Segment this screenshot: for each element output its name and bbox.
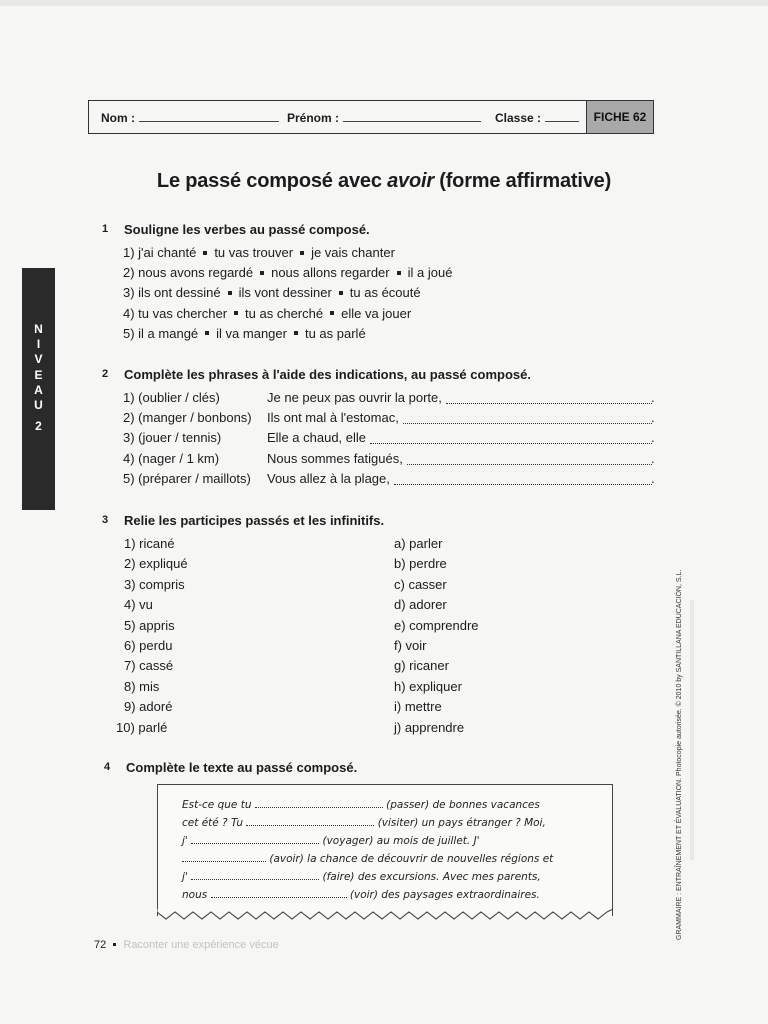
infinitive-item[interactable]: d) adorer <box>394 597 447 613</box>
title-part2: (forme affirmative) <box>433 170 612 192</box>
exercise-1-line <box>123 306 411 321</box>
text-line-1 <box>182 799 540 811</box>
infinitive-item[interactable]: c) casser <box>394 576 447 592</box>
prenom-field[interactable] <box>287 111 481 125</box>
level-letter: N <box>34 322 43 336</box>
footer-bullet <box>113 943 116 946</box>
exercise-1-number: 1 <box>102 223 109 235</box>
classe-field[interactable] <box>495 111 579 125</box>
text-5a: j' <box>182 871 188 883</box>
sentence-period: . <box>651 410 655 426</box>
blank-voir[interactable] <box>211 889 347 898</box>
exercise-1-line <box>123 245 395 260</box>
student-info-header <box>88 100 654 134</box>
verb-option[interactable]: 3) ils ont dessiné <box>123 285 221 301</box>
exercise-2-sentence: Vous allez à la plage, <box>267 470 390 486</box>
participle-item[interactable]: 5) appris <box>124 617 175 633</box>
answer-blank[interactable] <box>446 393 652 404</box>
answer-blank[interactable] <box>394 474 652 485</box>
infinitive-item[interactable]: a) parler <box>394 536 443 551</box>
verb-option[interactable]: ils vont dessiner <box>238 285 332 301</box>
title-italic: avoir <box>387 170 434 192</box>
bullet <box>203 251 207 255</box>
verb-option[interactable]: tu as écouté <box>349 285 421 301</box>
verb-option[interactable]: 5) il a mangé <box>123 325 199 341</box>
blank-visiter[interactable] <box>246 817 374 826</box>
text-5b: (faire) des excursions. Avec mes parents, <box>322 871 541 883</box>
verb-option[interactable]: elle va jouer <box>341 305 412 321</box>
answer-blank[interactable] <box>370 433 652 444</box>
verb-option[interactable]: nous allons regarder <box>271 265 390 281</box>
level-letter: I <box>36 337 41 352</box>
exercise-4-number: 4 <box>104 761 111 773</box>
prenom-line[interactable] <box>343 111 481 122</box>
page-edge <box>0 0 768 6</box>
exercise-2-number: 2 <box>102 368 109 380</box>
exercise-3-number: 3 <box>102 514 109 526</box>
blank-passer[interactable] <box>255 799 383 808</box>
verb-option[interactable]: il va manger <box>216 325 287 341</box>
exercise-4-title: Complète le texte au passé composé. <box>126 760 358 775</box>
bullet <box>294 331 298 335</box>
exercise-2-cue: 3) (jouer / tennis) <box>123 430 222 446</box>
sentence-period: . <box>651 390 655 405</box>
participle-item[interactable]: 4) vu <box>124 597 153 613</box>
bullet <box>300 251 304 255</box>
participle-item[interactable]: 2) expliqué <box>124 556 188 572</box>
text-line-6 <box>182 889 540 901</box>
bullet <box>330 311 334 315</box>
text-2a: cet été ? Tu <box>182 817 243 829</box>
bullet <box>205 331 209 335</box>
text-4b: (avoir) la chance de découvrir de nouvelles régions et <box>269 853 554 865</box>
text-2b: (visiter) un pays étranger ? Moi, <box>377 817 546 829</box>
level-letter: U <box>34 398 43 413</box>
verb-option[interactable]: je vais chanter <box>311 245 395 260</box>
level-letter: E <box>34 367 43 382</box>
exercise-2-sentence: Elle a chaud, elle <box>267 430 367 446</box>
exercise-2-cue: 5) (préparer / maillots) <box>123 470 251 486</box>
blank-faire[interactable] <box>191 871 319 880</box>
text-line-2 <box>182 817 546 829</box>
text-3b: (voyager) au mois de juillet. J' <box>322 835 480 847</box>
copyright-notice: GRAMMAIRE : ENTRAÎNEMENT ET ÉVALUATION. Photocopie autorisée. © 2010 by SANTILLANA EDUCACIÓN, S.L. <box>676 569 683 940</box>
participle-item[interactable]: 6) perdu <box>124 638 173 653</box>
level-letters <box>22 268 55 413</box>
nom-line[interactable] <box>139 111 279 122</box>
verb-option[interactable]: 4) tu vas chercher <box>123 305 228 321</box>
participle-item[interactable]: 9) adoré <box>124 699 173 715</box>
participle-item[interactable]: 7) cassé <box>124 658 174 674</box>
page-number: 72 <box>94 939 107 951</box>
exercise-2-cue: 4) (nager / 1 km) <box>123 450 220 466</box>
prenom-label: Prénom : <box>287 111 340 125</box>
torn-paper-edge <box>157 909 613 921</box>
sentence-period: . <box>651 470 655 486</box>
verb-option[interactable]: 2) nous avons regardé <box>123 265 254 281</box>
level-number: 2 <box>35 419 42 434</box>
verb-option[interactable]: tu vas trouver <box>214 245 294 260</box>
exercise-4-textbox <box>157 784 613 916</box>
infinitive-item[interactable]: h) expliquer <box>394 678 462 694</box>
nom-field[interactable] <box>101 111 279 125</box>
text-6b: (voir) des paysages extraordinaires. <box>349 889 540 901</box>
bullet <box>228 291 232 295</box>
footer-section-title: Raconter une expérience vécue <box>123 939 279 951</box>
nom-label: Nom : <box>101 111 135 125</box>
blank-voyager[interactable] <box>191 835 319 844</box>
participle-item[interactable]: 1) ricané <box>124 536 175 551</box>
infinitive-item[interactable]: f) voir <box>394 638 427 653</box>
blank-avoir[interactable] <box>182 853 266 862</box>
exercise-3-title: Relie les participes passés et les infinitifs. <box>124 513 385 528</box>
participle-item[interactable]: 10) parlé <box>116 719 168 735</box>
level-sidebar <box>22 268 55 510</box>
exercise-2-cue: 1) (oublier / clés) <box>123 390 220 405</box>
infinitive-item[interactable]: e) comprendre <box>394 617 479 633</box>
infinitive-item[interactable]: g) ricaner <box>394 658 449 674</box>
text-3a: j' <box>182 835 188 847</box>
page-title <box>0 170 768 193</box>
bullet <box>260 271 264 275</box>
bullet <box>339 291 343 295</box>
exercise-2-sentence: Je ne peux pas ouvrir la porte, <box>267 390 442 405</box>
infinitive-item[interactable]: i) mettre <box>394 699 442 715</box>
text-line-3 <box>182 835 480 847</box>
exercise-1-line <box>123 326 366 341</box>
exercise-1-title: Souligne les verbes au passé composé. <box>124 222 370 237</box>
answer-blank[interactable] <box>407 454 652 465</box>
text-line-5 <box>182 871 541 883</box>
title-part1: Le passé composé avec <box>156 170 388 192</box>
exercise-1-line <box>123 285 421 300</box>
exercise-2-title: Complète les phrases à l'aide des indications, au passé composé. <box>124 367 531 382</box>
page-footer <box>94 939 279 951</box>
text-line-4 <box>182 853 553 865</box>
participle-item[interactable]: 3) compris <box>124 576 185 592</box>
exercise-2-cue: 2) (manger / bonbons) <box>123 410 252 426</box>
infinitive-item[interactable]: j) apprendre <box>394 719 465 735</box>
text-1b: (passer) de bonnes vacances <box>386 799 540 811</box>
exercise-1-line <box>123 265 452 280</box>
verb-option[interactable]: il a joué <box>407 265 453 281</box>
margin-shade <box>690 600 694 860</box>
text-6a: nous <box>182 889 208 901</box>
bullet <box>234 311 238 315</box>
sentence-period: . <box>651 430 655 446</box>
classe-line[interactable] <box>545 111 579 122</box>
verb-option[interactable]: 1) j'ai chanté <box>123 245 197 260</box>
participle-item[interactable]: 8) mis <box>124 678 160 694</box>
verb-option[interactable]: tu as cherché <box>245 305 324 321</box>
classe-label: Classe : <box>495 111 542 125</box>
infinitive-item[interactable]: b) perdre <box>394 556 447 572</box>
level-letter: V <box>34 352 43 367</box>
fiche-badge: FICHE 62 <box>586 101 653 133</box>
bullet <box>397 271 401 275</box>
exercise-2-sentence: Ils ont mal à l'estomac, <box>267 410 399 426</box>
verb-option[interactable]: tu as parlé <box>304 325 366 341</box>
sentence-period: . <box>651 450 655 466</box>
level-letter: A <box>34 382 43 397</box>
text-1a: Est-ce que tu <box>182 799 252 811</box>
exercise-2-sentence: Nous sommes fatigués, <box>267 450 403 466</box>
answer-blank[interactable] <box>403 413 652 424</box>
